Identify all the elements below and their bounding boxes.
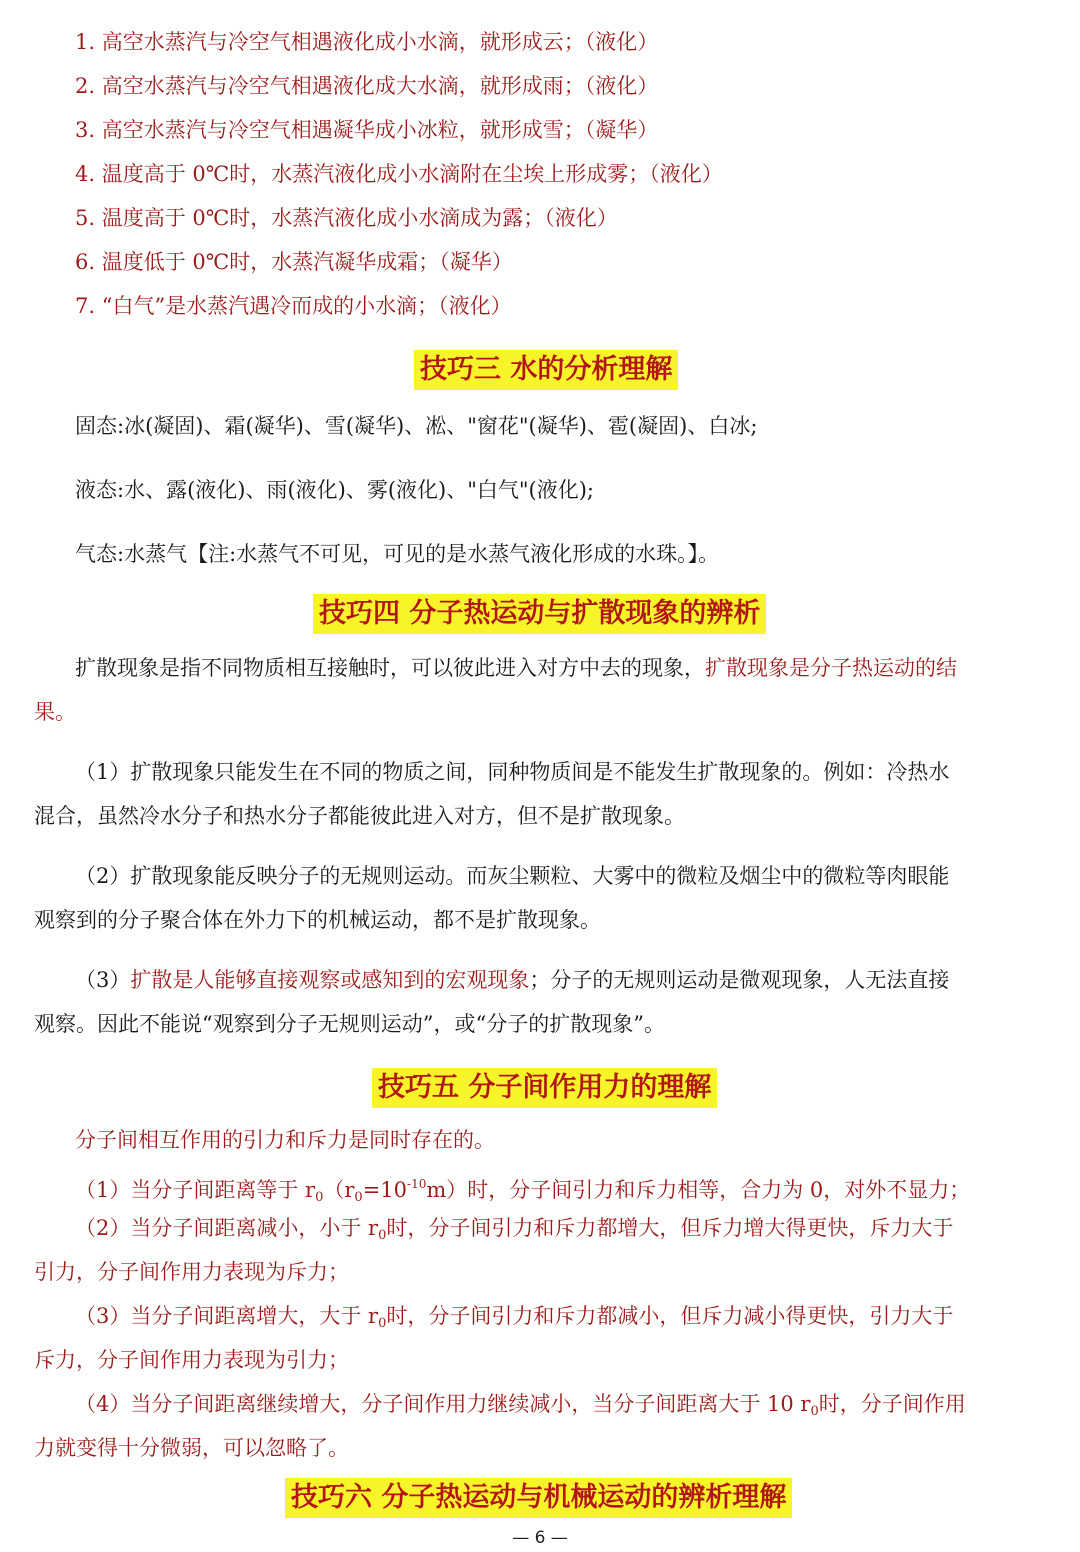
subscript: 0: [378, 1316, 387, 1331]
diffusion-intro-highlight: 扩散现象是分子热运动的结: [705, 656, 957, 680]
force-point-4-a: （4）当分子间距离继续增大，分子间作用力继续减小，当分子间距离大于 10 r: [75, 1392, 811, 1416]
force-point-4-b: 时，分子间作用: [818, 1392, 966, 1416]
diffusion-point-3-num: （3）: [75, 968, 131, 992]
force-point-2: [34, 1214, 1040, 1250]
list-item: 4. 温度高于 0℃时，水蒸汽液化成小水滴附在尘埃上形成雾；（液化）: [75, 162, 723, 186]
gas-state-line: [75, 540, 1040, 568]
force-point-4: [34, 1390, 1040, 1426]
subscript: 0: [315, 1190, 324, 1205]
diffusion-intro-text: 扩散现象是指不同物质相互接触时，可以彼此进入对方中去的现象，: [75, 656, 705, 680]
diffusion-point-3-cont: 观察。因此不能说“观察到分子无规则运动”，或“分子的扩散现象”。: [34, 1012, 665, 1036]
force-point-3-a: （3）当分子间距离增大，大于 r: [75, 1304, 379, 1328]
force-point-3-b: 时，分子间引力和斥力都减小，但斥力减小得更快，引力大于: [386, 1304, 954, 1328]
force-point-1-a: （1）当分子间距离等于 r: [75, 1178, 316, 1202]
diffusion-point-2: [34, 862, 1040, 890]
force-point-4-cont: 力就变得十分微弱，可以忽略了。: [34, 1436, 349, 1460]
section-heading-5: 技巧五 分子间作用力的理解: [372, 1068, 717, 1108]
force-intro-text: 分子间相互作用的引力和斥力是同时存在的。: [75, 1128, 495, 1152]
page-number: — 6 —: [512, 1528, 568, 1548]
liquid-state-line: 液态:水、露(液化)、雨(液化)、雾(液化)、"白气"(液化);: [75, 478, 595, 502]
diffusion-point-3: [34, 966, 1040, 994]
list-item: 1. 高空水蒸汽与冷空气相遇液化成小水滴，就形成云；（液化）: [75, 30, 659, 54]
force-point-1-d: m）时，分子间引力和斥力相等，合力为 0，对外不显力；: [426, 1178, 971, 1202]
diffusion-point-1: [34, 758, 1040, 786]
section-heading-6: 技巧六 分子热运动与机械运动的辨析理解: [285, 1478, 792, 1518]
force-intro: [34, 1126, 1040, 1154]
force-point-2-a: （2）当分子间距离减小，小于 r: [75, 1216, 379, 1240]
diffusion-point-2-cont: 观察到的分子聚合体在外力下的机械运动，都不是扩散现象。: [34, 908, 601, 932]
force-point-1-b: （r: [323, 1178, 355, 1202]
diffusion-point-1-cont: 混合，虽然冷水分子和热水分子都能彼此进入对方，但不是扩散现象。: [34, 804, 685, 828]
list-item: 6. 温度低于 0℃时，水蒸汽凝华成霜；（凝华）: [75, 250, 513, 274]
list-item: 2. 高空水蒸汽与冷空气相遇液化成大水滴，就形成雨；（液化）: [75, 74, 659, 98]
force-point-1: [34, 1170, 1040, 1212]
force-point-2-cont: 引力，分子间作用力表现为斥力；: [34, 1260, 349, 1284]
diffusion-point-1-text: （1）扩散现象只能发生在不同的物质之间，同种物质间是不能发生扩散现象的。例如：冷热水: [75, 760, 950, 784]
force-point-3-cont: 斥力，分子间作用力表现为引力；: [34, 1348, 349, 1372]
gas-state-label: 气态:水蒸气: [75, 542, 188, 566]
diffusion-point-3-text: ；分子的无规则运动是微观现象，人无法直接: [529, 968, 950, 992]
solid-state-line: 固态:冰(凝固)、霜(凝华)、雪(凝华)、凇、"窗花"(凝华)、雹(凝固)、白冰;: [75, 414, 758, 438]
list-item: 5. 温度高于 0℃时，水蒸汽液化成小水滴成为露；（液化）: [75, 206, 618, 230]
force-point-3: [34, 1302, 1040, 1338]
diffusion-intro-cont: 果。: [34, 700, 76, 724]
gas-state-note: 【注:水蒸气不可见，可见的是水蒸气液化形成的水珠。】。: [187, 542, 720, 566]
list-item: 7. “白气”是水蒸汽遇冷而成的小水滴；（液化）: [75, 294, 512, 318]
diffusion-intro: [34, 654, 1040, 682]
diffusion-point-2-text: （2）扩散现象能反映分子的无规则运动。而灰尘颗粒、大雾中的微粒及烟尘中的微粒等肉眼能: [75, 864, 950, 888]
list-item: 3. 高空水蒸汽与冷空气相遇凝华成小冰粒，就形成雪；（凝华）: [75, 118, 659, 142]
section-heading-4: 技巧四 分子热运动与扩散现象的辨析: [313, 594, 766, 634]
subscript: 0: [378, 1228, 387, 1243]
force-point-1-c: =10: [362, 1178, 408, 1202]
force-point-2-b: 时，分子间引力和斥力都增大，但斥力增大得更快，斥力大于: [386, 1216, 954, 1240]
superscript: -10: [407, 1177, 427, 1191]
section-heading-3: 技巧三 水的分析理解: [414, 350, 678, 390]
subscript: 0: [354, 1190, 363, 1205]
diffusion-point-3-highlight: 扩散是人能够直接观察或感知到的宏观现象: [130, 968, 530, 992]
subscript: 0: [810, 1404, 819, 1419]
